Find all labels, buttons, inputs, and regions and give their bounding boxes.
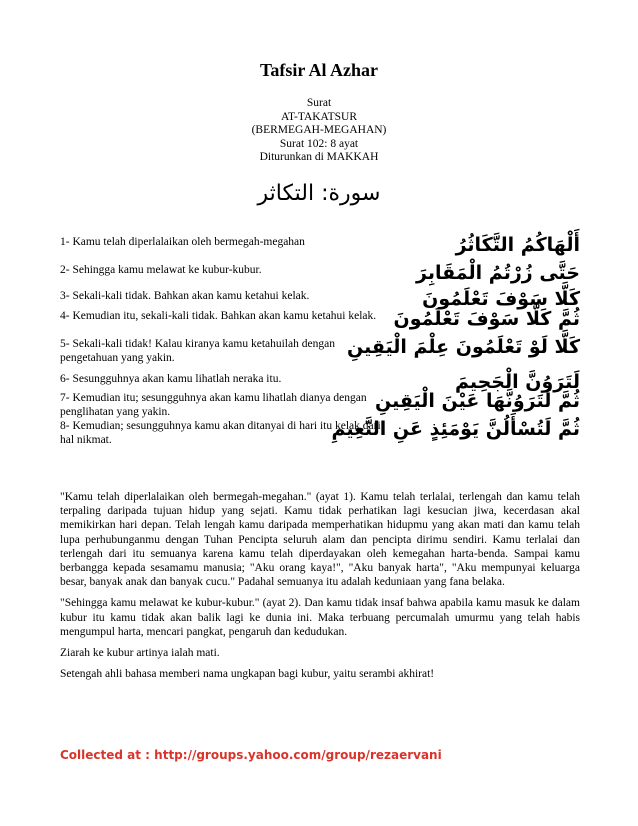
commentary-paragraph: Ziarah ke kubur artinya ialah mati. [60, 647, 220, 660]
collected-at-footer: Collected at : http://groups.yahoo.com/group/rezaervani [60, 748, 442, 762]
verse-translation: 5- Sekali-kali tidak! Kalau kiranya kamu ketahuilah dengan pengetahuan yang yakin. [60, 338, 335, 364]
meta-revelation-place: Diturunkan di MAKKAH [259, 151, 379, 163]
meta-surat-label: Surat [306, 97, 332, 109]
verse-arabic: حَتَّى زُرْتُمُ الْمَقَابِرَ [416, 262, 580, 284]
meta-surah-name: AT-TAKATSUR [281, 110, 357, 123]
verse-arabic: ثُمَّ كَلَّا سَوْفَ تَعْلَمُونَ [393, 308, 580, 330]
verse-translation: 7- Kemudian itu; sesungguhnya akan kamu lihatlah dianya dengan penglihatan yang yakin. [60, 392, 367, 418]
verse-translation: 1- Kamu telah diperlalaikan oleh bermegah-megahan [60, 236, 305, 248]
verse-translation: 6- Sesungguhnya akan kamu lihatlah neraka itu. [60, 373, 282, 385]
verse-translation: 4- Kemudian itu, sekali-kali tidak. Bahkan akan kamu ketahui kelak. [60, 310, 377, 322]
meta-surah-meaning: (BERMEGAH-MEGAHAN) [251, 124, 387, 136]
verse-arabic: ثُمَّ لَتُسْأَلُنَّ يَوْمَئِذٍ عَنِ النَّعِيمِ [331, 418, 580, 440]
surah-meta [0, 97, 638, 165]
verse-translation: 8- Kemudian; sesungguhnya kamu akan ditanyai di hari itu kelak dari hal nikmat. [60, 420, 381, 446]
document-title: Tafsir Al Azhar [259, 60, 379, 80]
verse-arabic: أَلْهَاكُمُ التَّكَاثُرُ [455, 234, 580, 256]
verse-arabic: ثُمَّ لَتَرَوُنَّهَا عَيْنَ الْيَقِينِ [375, 390, 580, 412]
commentary-paragraph: Setengah ahli bahasa memberi nama ungkapan bagi kubur, yaitu serambi akhirat! [60, 668, 435, 681]
verse-arabic: لَتَرَوُنَّ الْجَحِيمَ [454, 371, 580, 393]
verse-arabic: كَلَّا سَوْفَ تَعْلَمُونَ [422, 288, 580, 310]
verse-translation: 3- Sekali-kali tidak. Bahkan akan kamu ketahui kelak. [60, 290, 310, 302]
verse-arabic: كَلَّا لَوْ تَعْلَمُونَ عِلْمَ الْيَقِينِ [346, 336, 580, 358]
verse-translation: 2- Sehingga kamu melawat ke kubur-kubur. [60, 264, 262, 276]
meta-surah-number: Surat 102: 8 ayat [279, 137, 359, 150]
commentary-paragraph: "Sehingga kamu melawat ke kubur-kubur." (ayat 2). Dan kamu tidak insaf bahwa apabila kamu masuk ke dalam kubur itu kamu tidak akan balik lagi ke dunia ini. Maka terbuang percumalah umurmu yang telah habis mengumpul harta, mencari pangkat, pengaruh dan kedudukan. [60, 597, 580, 638]
arabic-surah-heading: سورة: التكاثر [257, 181, 381, 206]
commentary-paragraph: "Kamu telah diperlalaikan oleh bermegah-megahan." (ayat 1). Kamu telah terlalai, terlengah dan kamu telah terpaling daripada tujuan hidup yang sejati. Kamu tidak perhatikan lagi kesucian jiwa, kecerdasan akal memikirkan hari depan. Telah lengah kamu daripada memperhatikan hidupmu yang akan mati dan kamu telah lupa perhubunganmu dengan Tuhan Pencipta seluruh alam dan pencipta dirimu sendiri. Kamu terlalai dan terlengah dari itu semuanya karena kamu telah diperdayakan oleh kemegahan harta-benda. Sampai kamu berbangga kepada sesamamu manusia; "Aku orang kaya!", "Aku banyak harta", "Aku mempunyai keluarga besar, banyak anak dan banyak cucu." Padahal semuanya itu adalah keduniaan yang fana belaka. [60, 491, 580, 589]
commentary-body [60, 490, 580, 688]
